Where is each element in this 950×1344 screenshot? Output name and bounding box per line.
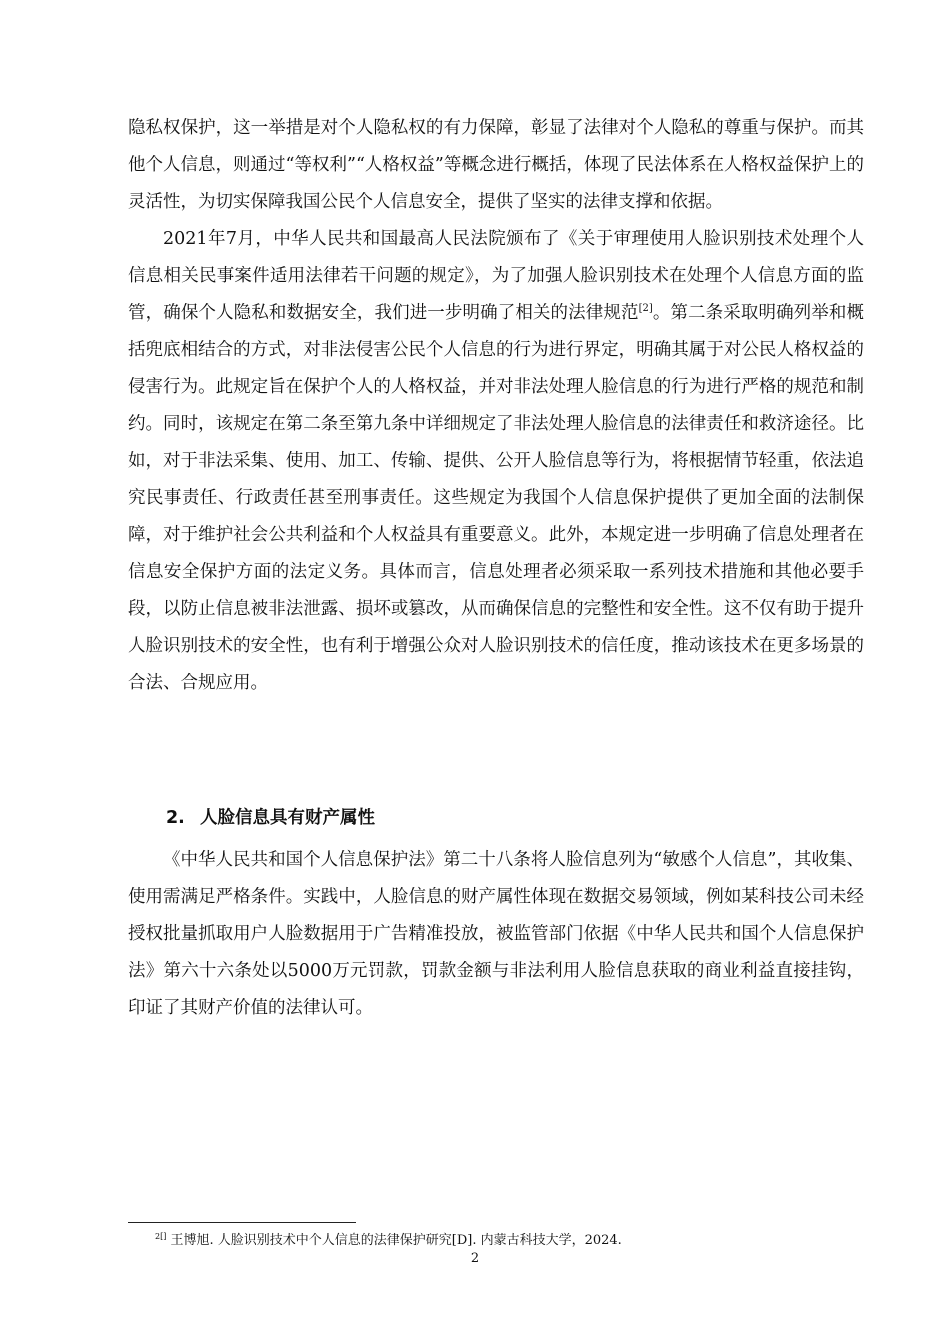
body-text-upper (128, 110, 864, 702)
section-title: 人脸信息具有财产属性 (200, 808, 375, 828)
paragraph-privacy-protection: 隐私权保护，这一举措是对个人隐私权的有力保障，彰显了法律对个人隐私的尊重与保护。而其他个人信息，则通过“等权利”“人格权益”等概念进行概括，体现了民法体系在人格权益保护上的灵活性，为切实保障我国公民个人信息安全，提供了坚实的法律支撑和依据。 (128, 118, 864, 212)
footnote-text: 王博旭. 人脸识别技术中个人信息的法律保护研究[D]. 内蒙古科技大学，2024. (170, 1233, 622, 1248)
body-text-lower (128, 842, 864, 1027)
paragraph-property-attribute: 《中华人民共和国个人信息保护法》第二十八条将人脸信息列为“敏感个人信息”，其收集、使用需满足严格条件。实践中，人脸信息的财产属性体现在数据交易领域，例如某科技公司未经授权批量抓取用户人脸数据用于广告精准投放，被监管部门依据《中华人民共和国个人信息保护法》第六十六条处以5000万元罚款，罚款金额与非法利用人脸信息获取的商业利益直接挂钩，印证了其财产价值的法律认可。 (128, 850, 864, 1018)
footnote-marker: 2[] (155, 1232, 167, 1241)
paragraph-text-before-ref: 2021年7月，中华人民共和国最高人民法院颁布了《关于审理使用人脸识别技术处理个人信息相关民事案件适用法律若干问题的规定》，为了加强人脸识别技术在处理个人信息方面的监管，确保个人隐私和数据安全，我们进一步明确了相关的法律规范 (128, 229, 864, 323)
footnote-separator (128, 1222, 356, 1223)
page-number: 2 (470, 1251, 480, 1266)
citation-ref: [2] (638, 303, 653, 314)
section-number: 2. (166, 808, 185, 828)
footnote (155, 1232, 622, 1250)
paragraph-text-after-ref: 。第二条采取明确列举和概括兜底相结合的方式，对非法侵害公民个人信息的行为进行界定，明确其属于对公民人格权益的侵害行为。此规定旨在保护个人的人格权益，并对非法处理人脸信息的行为进行严格的规范和制约。同时，该规定在第二条至第九条中详细规定了非法处理人脸信息的法律责任和救济途径。比如，对于非法采集、使用、加工、传输、提供、公开人脸信息等行为，将根据情节轻重，依法追究民事责任、行政责任甚至刑事责任。这些规定为我国个人信息保护提供了更加全面的法制保障，对于维护社会公共利益和个人权益具有重要意义。此外，本规定进一步明确了信息处理者在信息安全保护方面的法定义务。具体而言，信息处理者必须采取一系列技术措施和其他必要手段，以防止信息被非法泄露、损坏或篡改，从而确保信息的完整性和安全性。这不仅有助于提升人脸识别技术的安全性，也有利于增强公众对人脸识别技术的信任度，推动该技术在更多场景的合法、合规应用。 (128, 303, 865, 693)
paragraph-supreme-court-regulation (128, 221, 864, 702)
section-heading (166, 801, 375, 835)
